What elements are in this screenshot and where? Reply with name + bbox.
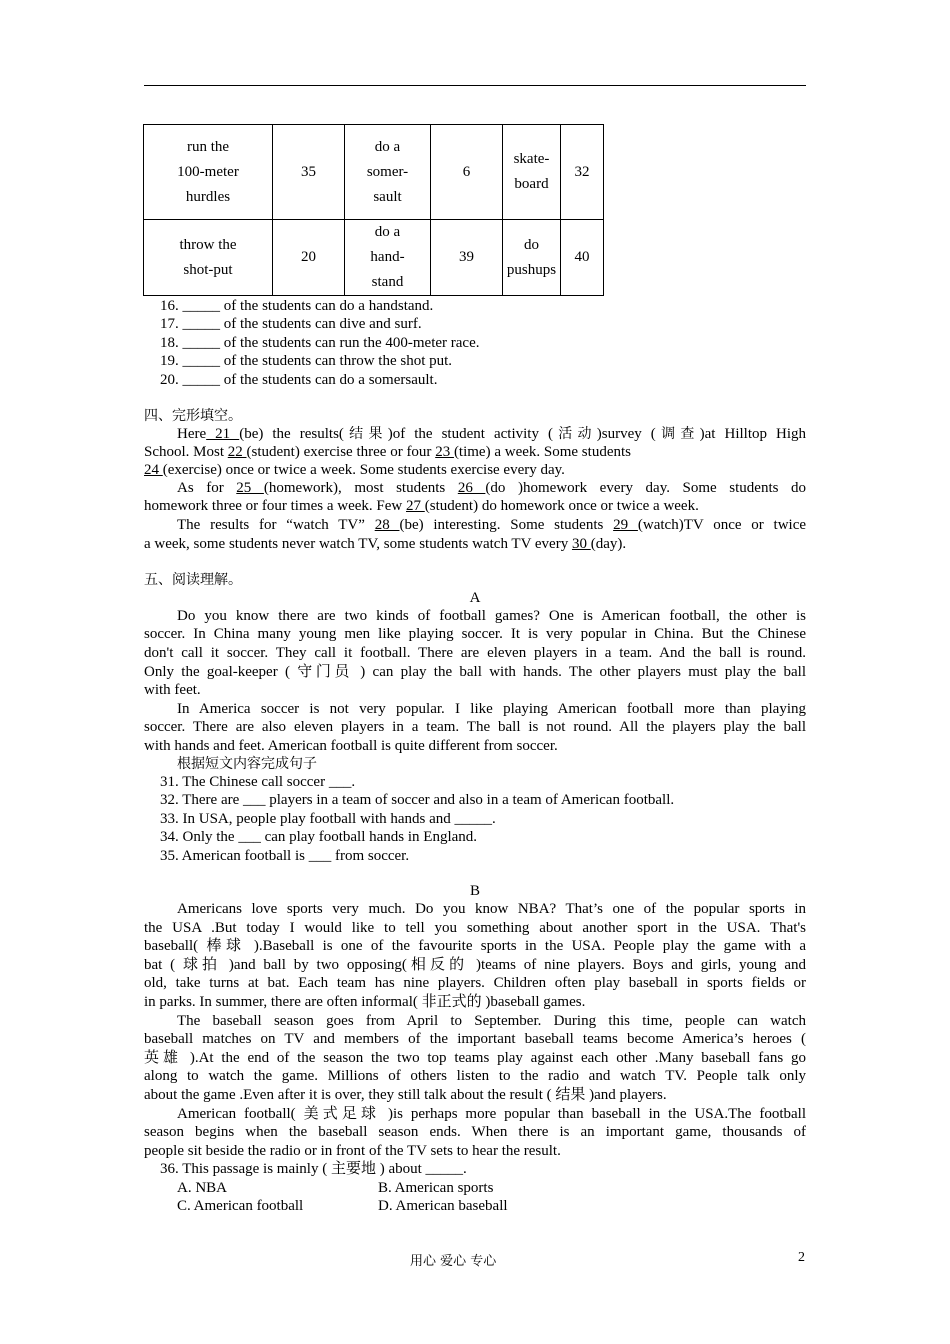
table-cell <box>273 220 345 296</box>
passage-line: baseball matches on TV and members of the important baseball teams become America’s heroes ( <box>144 1031 806 1047</box>
cell-line: do a <box>374 224 401 240</box>
table-cell <box>273 125 345 220</box>
option-b: B. American sports <box>378 1180 494 1196</box>
passage-a-title: A <box>469 590 481 606</box>
blank-28: 28 <box>374 517 400 533</box>
passage-line: the USA .But today I would like to tell you something about another sport in the USA. That's <box>144 920 806 936</box>
cell-line: 39 <box>459 249 474 265</box>
table-row <box>144 220 604 296</box>
cell-line: 35 <box>301 163 316 180</box>
passage-line: Americans love sports very much. Do you know NBA? That’s one of the popular sports in <box>177 901 806 917</box>
cell-line: 32 <box>574 163 590 180</box>
passage-line: about the game .Even after it is over, they still talk about the result ( 结果 )and players. <box>144 1087 667 1103</box>
cell-line: board <box>514 176 549 192</box>
sports-table <box>143 124 604 296</box>
blank-27: 27 <box>406 498 425 514</box>
question-36: 36. This passage is mainly ( 主要地 ) about _____. <box>160 1161 467 1177</box>
table-row <box>144 125 604 220</box>
cell-line: hurdles <box>185 188 231 205</box>
blank-29: 29 <box>613 517 638 533</box>
cloze-line: a week, some students never watch TV, some students watch TV every 30 (day). <box>144 536 627 552</box>
cell-line: 20 <box>301 249 316 265</box>
table-cell <box>431 125 503 220</box>
passage-line: soccer. In China many young men like playing soccer. It is very popular in China. But the Chinese <box>144 626 806 642</box>
header-rule <box>144 85 806 86</box>
instruction: 根据短文内容完成句子 <box>177 756 317 772</box>
table-cell <box>144 220 273 296</box>
passage-line: with hands and feet. American football is quite different from soccer. <box>144 738 558 754</box>
passage-line: soccer. There are also eleven players in a team. The ball is not round. All the players play the ball <box>144 719 806 735</box>
question-31: 31. The Chinese call soccer ___. <box>160 774 356 790</box>
cloze-line: homework three or four times a week. Few 27 (student) do homework once or twice a week. <box>144 498 699 514</box>
question-17: 17. _____ of the students can dive and surf. <box>160 316 422 332</box>
blank-25: 25 <box>236 480 264 496</box>
passage-line: Only the goal-keeper ( 守门员 ) can play the ball with hands. The other players must play the ball <box>144 664 806 680</box>
passage-line: American football( 美式足球 )is perhaps more popular than baseball in the USA.The football <box>177 1106 806 1122</box>
passage-line: season begins when the baseball season ends. When there is an important game, thousands of <box>144 1124 806 1140</box>
passage-line: 英雄 ).At the end of the season the two top teams play against each other .Many baseball fans go <box>144 1050 806 1066</box>
cell-line: do a <box>374 138 401 155</box>
table-cell <box>503 125 561 220</box>
cloze-line: Here 21 (be) the results(结果)of the student activity (活动)survey (调查)at Hilltop High <box>177 426 807 442</box>
table-cell <box>345 125 431 220</box>
page-number: 2 <box>798 1250 805 1265</box>
passage-line: along to watch the game. Millions of others listen to the radio and watch TV. People talk only <box>144 1068 806 1084</box>
passage-b-title: B <box>469 883 480 899</box>
passage-line: don't call it soccer. They call it football. There are eleven players in a team. And the ball is round. <box>144 645 806 661</box>
cell-line: pushups <box>506 261 557 278</box>
cell-line: do <box>524 236 539 253</box>
passage-line: old, take turns at bat. Each team has nine players. Children often play baseball in sports fields or <box>144 975 806 991</box>
blank-26: 26 <box>457 480 486 496</box>
cloze-line: School. Most 22 (student) exercise three or four 23 (time) a week. Some students <box>144 444 631 460</box>
cell-line: skate- <box>513 151 550 167</box>
cell-line: shot-put <box>183 261 233 278</box>
cell-line: sault <box>373 188 402 205</box>
cell-line: hand- <box>370 249 405 265</box>
cell-line: 100-meter <box>177 163 239 180</box>
cell-line: run the <box>186 138 230 155</box>
option-c: C. American football <box>177 1198 304 1214</box>
table-cell <box>345 220 431 296</box>
question-18: 18. _____ of the students can run the 400-meter race. <box>160 335 480 351</box>
table-cell <box>144 125 273 220</box>
passage-line: Do you know there are two kinds of football games? One is American football, the other is <box>177 608 806 624</box>
passage-line: In America soccer is not very popular. I like playing American football more than playing <box>177 701 806 717</box>
blank-23: 23 <box>435 444 454 460</box>
option-a: A. NBA <box>177 1180 228 1196</box>
blank-22: 22 <box>227 444 247 460</box>
cell-line: throw the <box>179 236 237 253</box>
passage-line: The baseball season goes from April to September. During this time, people can watch <box>177 1013 806 1029</box>
table-cell <box>503 220 561 296</box>
footer-text: 用心 爱心 专心 <box>410 1254 497 1269</box>
cloze-line: The results for “watch TV” 28 (be) interesting. Some students 29 (watch)TV once or twice <box>177 517 807 533</box>
cell-line: somer- <box>366 163 409 180</box>
cell-line: 40 <box>574 249 590 265</box>
passage-line: bat ( 球拍 )and ball by two opposing(相反的 )teams of nine players. Boys and girls, young and <box>144 957 806 973</box>
table-cell <box>561 220 604 296</box>
cloze-heading: 四、完形填空。 <box>144 408 242 424</box>
passage-line: people sit beside the radio or in front of the TV sets to hear the result. <box>144 1143 561 1159</box>
option-d: D. American baseball <box>378 1198 508 1214</box>
question-32: 32. There are ___ players in a team of soccer and also in a team of American football. <box>160 792 675 808</box>
question-19: 19. _____ of the students can throw the shot put. <box>160 353 453 369</box>
passage-line: with feet. <box>144 682 201 698</box>
reading-heading: 五、阅读理解。 <box>144 572 242 588</box>
blank-21: 21 <box>206 426 240 442</box>
question-35: 35. American football is ___ from soccer. <box>160 848 410 864</box>
table-cell <box>561 125 604 220</box>
cloze-line: 24 (exercise) once or twice a week. Some students exercise every day. <box>144 462 565 478</box>
table-cell <box>431 220 503 296</box>
question-16: 16. _____ of the students can do a handstand. <box>160 298 434 314</box>
question-34: 34. Only the ___ can play football hands in England. <box>160 829 478 845</box>
cell-line: 6 <box>462 163 471 180</box>
question-33: 33. In USA, people play football with hands and _____. <box>160 811 496 827</box>
blank-30: 30 <box>571 536 591 552</box>
cell-line: stand <box>371 274 404 290</box>
passage-line: baseball( 棒球 ).Baseball is one of the favourite sports in the USA. People play the game with a <box>144 938 806 954</box>
blank-24: 24 <box>144 462 163 478</box>
passage-line: in parks. In summer, there are often informal( 非正式的 )baseball games. <box>144 994 586 1010</box>
question-20: 20. _____ of the students can do a somersault. <box>160 372 438 388</box>
cloze-line: As for 25 (homework), most students 26 (do )homework every day. Some students do <box>177 480 807 496</box>
